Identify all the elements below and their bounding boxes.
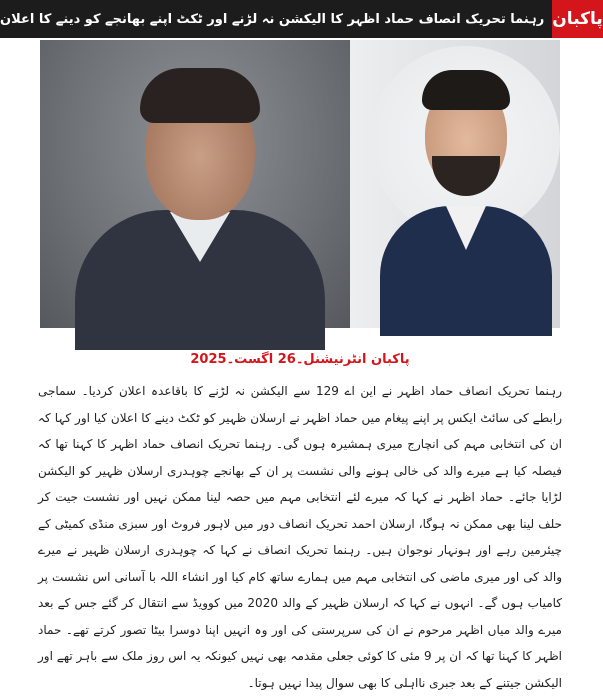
article-body: [38, 378, 562, 690]
news-photo-collage: [40, 40, 560, 328]
brand-logo: پاکبان: [552, 0, 603, 38]
portrait-hair: [422, 70, 510, 110]
headline-banner: [0, 0, 603, 38]
photo-right-portrait: [370, 46, 560, 328]
headline-text: رہنما تحریک انصاف حماد اظہر کا الیکشن نہ لڑنے اور ٹکٹ اپنے بھانجے کو دینے کا اعلان: [0, 11, 545, 27]
dateline: پاکبان انٹرنیشنل۔26 اگست۔2025: [190, 352, 410, 367]
article-paragraph: رہنما تحریک انصاف حماد اظہر نے این اے 129 سے الیکشن نہ لڑنے کا باقاعدہ اعلان کردیا۔ سماجی رابطے کی سائٹ ایکس پر اپنے پیغام میں حماد اظہر نے ارسلان ظہیر کو ٹکٹ دینے کا اعلان کیا اور کہا کہ ان کی انتخابی مہم کی انچارج میری ہمشیرہ ہوں گی۔ رہنما تحریک انصاف حماد اظہر کا کہنا تھا کہ فیصلہ کیا ہے میرے والد کی خالی ہونے والی نشست پر ان کے بھانجے چوہدری ارسلان ظہیر کو الیکشن لڑایا جائے۔ حماد اظہر نے کہا کہ میرے لئے انتخابی مہم میں حصہ لینا ممکن نہیں اور نشست جیت کر حلف لینا بھی ممکن نہ ہوگا، ارسلان احمد تحریک انصاف دور میں لاہور فروٹ اور سبزی منڈی کمیٹی کے چیئرمین رہے اور ہونہار نوجوان ہیں۔ رہنما تحریک انصاف نے کہا کہ چوہدری ارسلان ظہیر نے میرے والد کی اور میری ماضی کی انتخابی مہم میں ہمارے ساتھ کام کیا اور انشاء اللہ با آسانی اس نشست پر کامیاب ہوں گے۔ انہوں نے کہا کہ ارسلان ظہیر کے والد 2020 میں کوویڈ سے انتقال کر گئے جس کے بعد میرے والد میاں اظہر مرحوم نے ان کی سرپرستی کی اور وہ انہیں اپنا دوسرا بیٹا تصور کرتے تھے۔ حماد اظہر کا کہنا تھا کہ ان پر 9 مئی کا کوئی جعلی مقدمہ بھی نہیں کیونکہ یہ اس روز ملک سے باہر تھے اور الیکشن جیتنے کے بعد جبری نااہلی کا بھی سوال پیدا نہیں ہوتا۔: [38, 384, 562, 690]
speaker-hair: [140, 68, 260, 123]
photo-left-speaker: [40, 40, 350, 328]
